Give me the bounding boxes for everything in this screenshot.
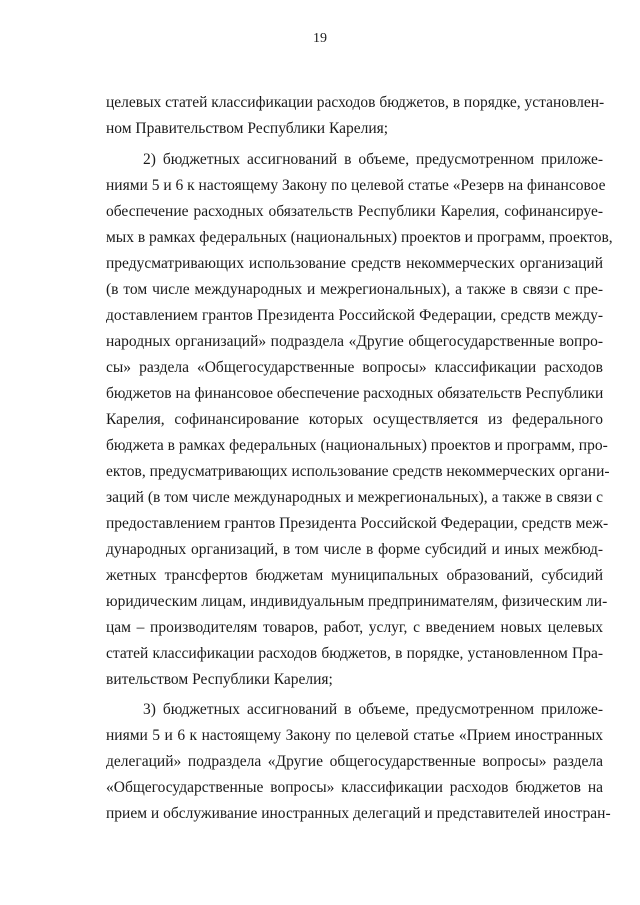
text-line: заций (в том числе международных и межрегиональных), а также в связи с	[106, 489, 603, 506]
text-line: прием и обслуживание иностранных делегаций и представителей иностран-	[106, 805, 611, 822]
text-line: статей классификации расходов бюджетов, в порядке, установленном Пра-	[106, 645, 603, 662]
text-line: народных организаций» подраздела «Другие общегосударственные вопро-	[106, 333, 603, 350]
text-line: целевых статей классификации расходов бюджетов, в порядке, установлен-	[106, 94, 605, 111]
text-line: «Общегосударственные вопросы» классификации расходов бюджетов на	[106, 779, 603, 796]
text-line: предусматривающих использование средств некоммерческих организаций	[106, 255, 603, 272]
text-line: делегаций» подраздела «Другие общегосударственные вопросы» раздела	[106, 753, 603, 770]
text-line: вительством Республики Карелия;	[106, 671, 333, 688]
page-number: 19	[313, 31, 327, 46]
text-line: 2) бюджетных ассигнований в объеме, предусмотренном приложе-	[143, 151, 603, 168]
text-line: обеспечение расходных обязательств Республики Карелия, софинансируе-	[106, 203, 603, 220]
text-line: Карелия, софинансирование которых осуществляется из федерального	[106, 411, 603, 428]
text-line: 3) бюджетных ассигнований в объеме, предусмотренном приложе-	[143, 701, 603, 718]
text-line: мых в рамках федеральных (национальных) проектов и программ, проектов,	[106, 229, 613, 246]
text-line: (в том числе международных и межрегиональных), а также в связи с пре-	[106, 281, 603, 298]
text-line: цам – производителям товаров, работ, услуг, с введением новых целевых	[106, 619, 603, 636]
text-line: ектов, предусматривающих использование средств некоммерческих органи-	[106, 463, 610, 480]
text-line: сы» раздела «Общегосударственные вопросы» классификации расходов	[106, 359, 603, 376]
text-line: предоставлением грантов Президента Российской Федерации, средств меж-	[106, 515, 609, 532]
text-line: дународных организаций, в том числе в форме субсидий и иных межбюд-	[106, 541, 603, 558]
text-line: ниями 5 и 6 к настоящему Закону по целевой статье «Резерв на финансовое	[106, 177, 606, 194]
text-line: ном Правительством Республики Карелия;	[106, 120, 389, 137]
text-line: доставлением грантов Президента Российской Федерации, средств между-	[106, 307, 603, 324]
text-line: бюджета в рамках федеральных (национальных) проектов и программ, про-	[106, 437, 608, 454]
text-line: жетных трансфертов бюджетам муниципальных образований, субсидий	[106, 567, 603, 584]
text-line: ниями 5 и 6 к настоящему Закону по целевой статье «Прием иностранных	[106, 727, 603, 744]
text-line: бюджетов на финансовое обеспечение расходных обязательств Республики	[106, 385, 604, 402]
text-line: юридическим лицам, индивидуальным предпринимателям, физическим ли-	[106, 593, 608, 610]
